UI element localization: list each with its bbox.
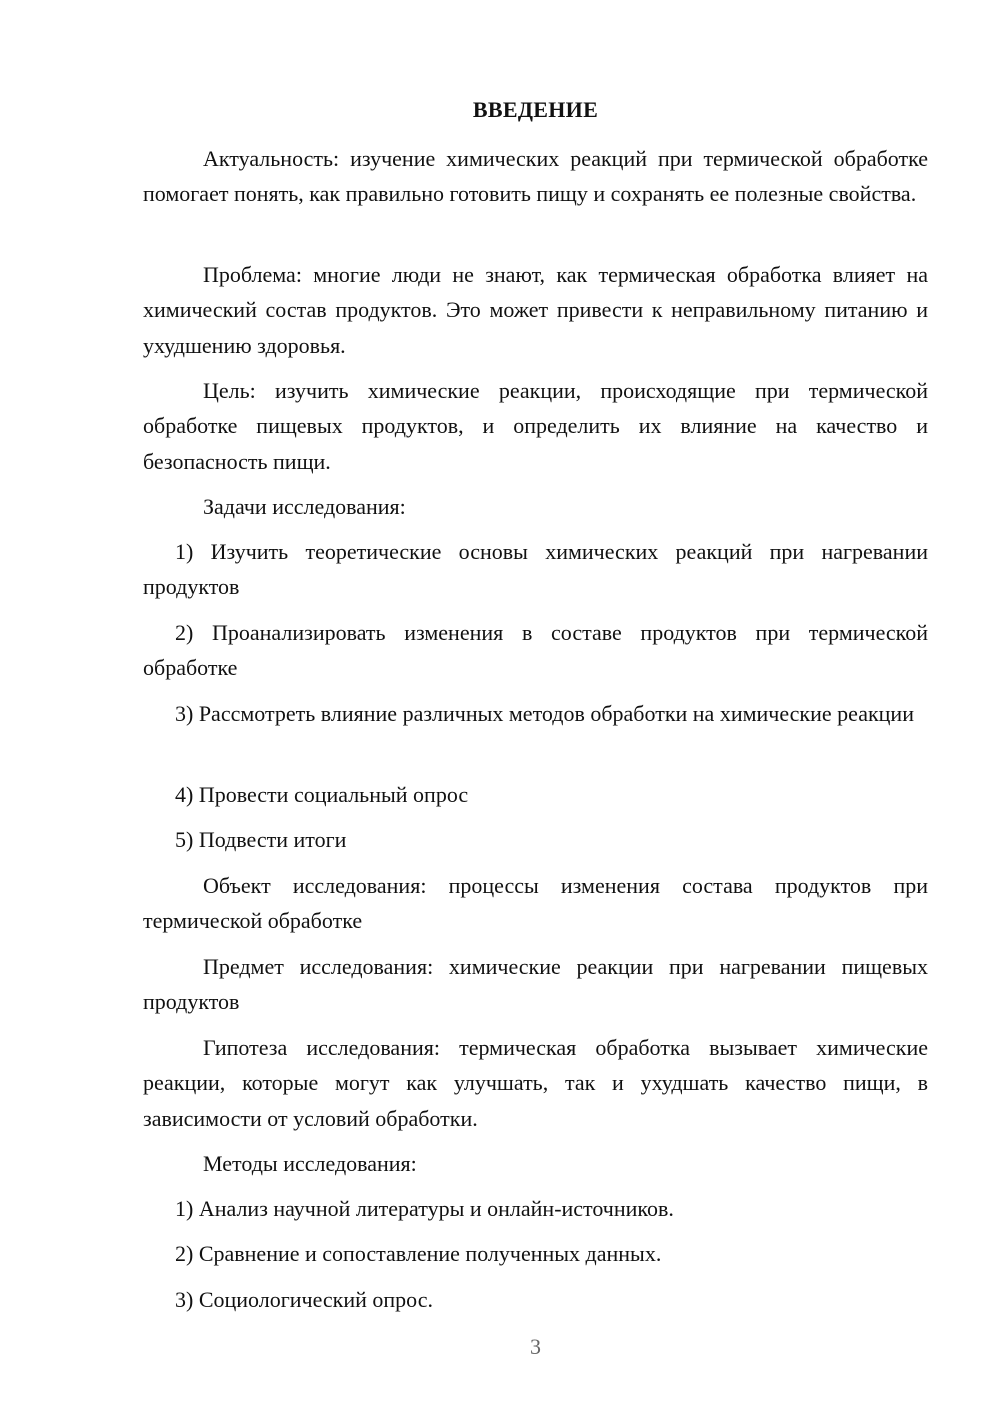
methods-heading: Методы исследования:	[203, 1151, 417, 1176]
page-title: ВВЕДЕНИЕ	[472, 97, 599, 122]
task-item-5: 5) Подвести итоги	[175, 827, 347, 852]
task-item-2: 2) Проанализировать изменения в составе продуктов при термической обработке	[143, 620, 928, 681]
tasks-heading: Задачи исследования:	[203, 494, 406, 519]
goal-paragraph: Цель: изучить химические реакции, происходящие при термической обработке пищевых продуктов, и определить их влияние на качество и безопасность пищи.	[143, 378, 928, 474]
relevance-paragraph: Актуальность: изучение химических реакций при термической обработке помогает понять, как правильно готовить пищу и сохранять ее полезные свойства.	[143, 146, 928, 207]
task-item-1: 1) Изучить теоретические основы химических реакций при нагревании продуктов	[143, 539, 928, 600]
task-item-3: 3) Рассмотреть влияние различных методов обработки на химические реакции	[175, 701, 914, 726]
page-number: 3	[530, 1334, 541, 1359]
problem-paragraph: Проблема: многие люди не знают, как термическая обработка влияет на химический состав продуктов. Это может привести к неправильному питанию и ухудшению здоровья.	[143, 262, 928, 358]
subject-paragraph: Предмет исследования: химические реакции при нагревании пищевых продуктов	[143, 954, 928, 1015]
hypothesis-paragraph: Гипотеза исследования: термическая обработка вызывает химические реакции, которые могут как улучшать, так и ухудшать качество пищи, в зависимости от условий обработки.	[143, 1035, 928, 1131]
task-item-4: 4) Провести социальный опрос	[175, 782, 469, 807]
method-item-2: 2) Сравнение и сопоставление полученных данных.	[175, 1241, 662, 1266]
method-item-1: 1) Анализ научной литературы и онлайн-источников.	[175, 1196, 674, 1221]
object-paragraph: Объект исследования: процессы изменения состава продуктов при термической обработке	[143, 873, 928, 934]
method-item-3: 3) Социологический опрос.	[175, 1287, 433, 1312]
